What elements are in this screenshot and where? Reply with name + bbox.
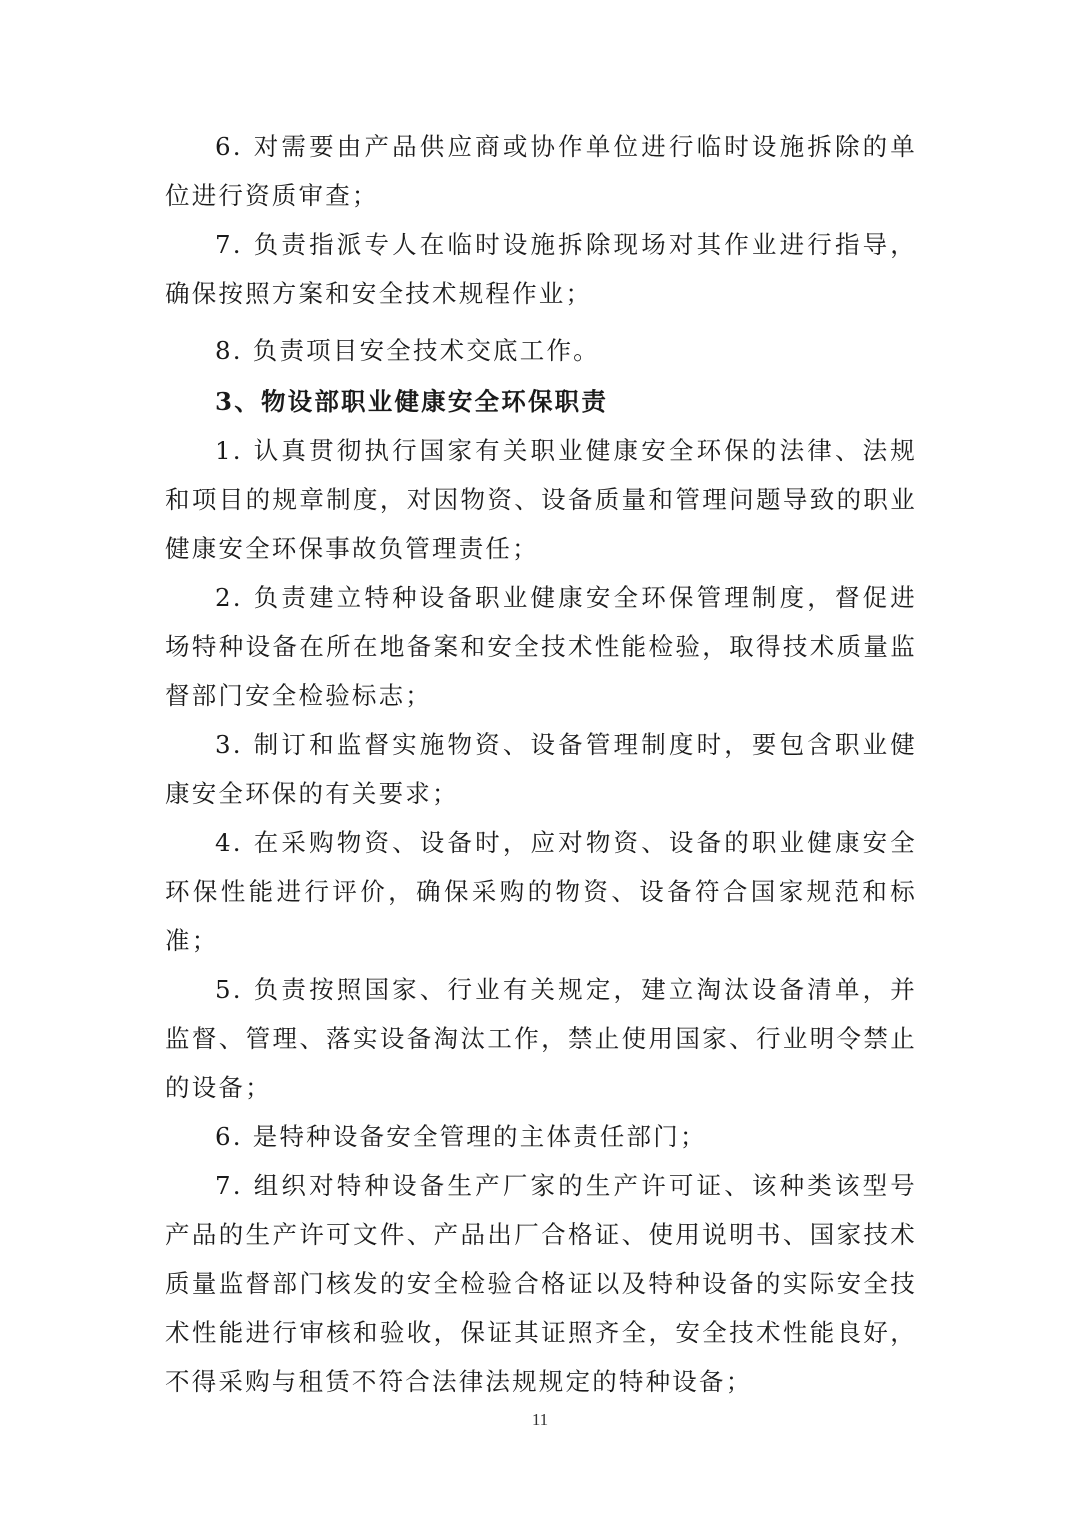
section-paragraph-7: 7. 组织对特种设备生产厂家的生产许可证、该种类该型号产品的生产许可文件、产品出厂合格证、使用说明书、国家技术质量监督部门核发的安全检验合格证以及特种设备的实际安全技术性能进行审核和验收，保证其证照齐全，安全技术性能良好，不得采购与租赁不符合法律法规规定的特种设备； bbox=[165, 1171, 917, 1396]
paragraph-item-8-safety-briefing: 8. 负责项目安全技术交底工作。 bbox=[215, 336, 600, 365]
section-paragraph-4: 4. 在采购物资、设备时，应对物资、设备的职业健康安全环保性能进行评价，确保采购的物资、设备符合国家规范和标准； bbox=[165, 828, 917, 955]
section-heading: 3、物设部职业健康安全环保职责 bbox=[215, 387, 609, 416]
document-body bbox=[165, 122, 917, 1406]
paragraph-item-6-supplier-qualification: 6. 对需要由产品供应商或协作单位进行临时设施拆除的单位进行资质审查； bbox=[165, 132, 917, 210]
section-paragraph-6: 6. 是特种设备安全管理的主体责任部门； bbox=[215, 1122, 707, 1151]
section-paragraph-5: 5. 负责按照国家、行业有关规定，建立淘汰设备清单，并监督、管理、落实设备淘汰工作，禁止使用国家、行业明令禁止的设备； bbox=[165, 975, 917, 1102]
paragraph-item-7-on-site-guidance: 7. 负责指派专人在临时设施拆除现场对其作业进行指导，确保按照方案和安全技术规程作业； bbox=[165, 230, 917, 308]
section-paragraph-3: 3. 制订和监督实施物资、设备管理制度时，要包含职业健康安全环保的有关要求； bbox=[165, 730, 917, 808]
page-number: 11 bbox=[531, 1410, 549, 1429]
section-paragraph-2: 2. 负责建立特种设备职业健康安全环保管理制度，督促进场特种设备在所在地备案和安全技术性能检验，取得技术质量监督部门安全检验标志； bbox=[165, 583, 917, 710]
section-paragraph-1: 1. 认真贯彻执行国家有关职业健康安全环保的法律、法规和项目的规章制度，对因物资、设备质量和管理问题导致的职业健康安全环保事故负管理责任； bbox=[165, 436, 917, 563]
